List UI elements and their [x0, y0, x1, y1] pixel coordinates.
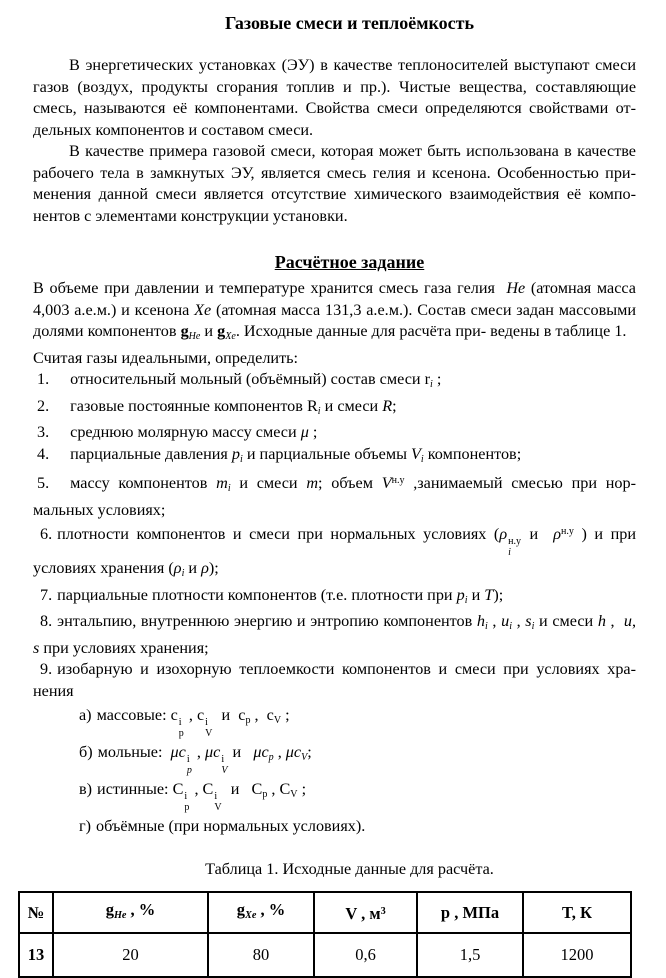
- column-header-temperature: [523, 892, 631, 933]
- text-segment: ρ: [201, 559, 209, 578]
- sublist-item-g: [79, 813, 636, 840]
- column-header-volume: [314, 892, 417, 933]
- text-segment: i: [429, 379, 433, 390]
- cell-variant-number: 13: [19, 933, 53, 977]
- text-segment: V: [273, 715, 282, 727]
- text-segment: ) и при условиях хранения (: [33, 525, 636, 578]
- text-segment: ;: [281, 706, 290, 725]
- text-segment: ρ: [499, 525, 508, 544]
- text-segment: p: [262, 789, 268, 801]
- text-segment: н.у: [561, 526, 574, 538]
- script-stack: i V: [205, 717, 213, 739]
- text-segment: плотности компонентов и смеси при нормальных условиях (: [57, 525, 500, 544]
- text-segment: мольные:: [97, 743, 171, 762]
- list-item-text: [70, 423, 317, 441]
- text-segment: и: [222, 780, 252, 799]
- list-item-text: [33, 660, 636, 700]
- sublist-item-b: [79, 739, 636, 776]
- text-segment: μc: [253, 743, 269, 762]
- text-segment: компонентов;: [423, 444, 522, 463]
- text-segment: истинные:: [97, 780, 173, 799]
- table-data-row: [19, 933, 631, 977]
- text-segment: среднюю молярную массу смеси: [70, 423, 301, 441]
- list-item-text: [33, 612, 636, 657]
- text-segment: и: [467, 585, 485, 604]
- text-segment: );: [208, 559, 219, 578]
- list-item-7: [33, 585, 636, 612]
- text-segment: μc: [205, 743, 221, 762]
- cell-temperature: 1200: [523, 933, 631, 977]
- text-segment: , К: [571, 902, 592, 922]
- text-segment: массу компонентов: [70, 474, 217, 493]
- script-stack: i p: [178, 717, 184, 739]
- text-segment: i: [227, 483, 231, 495]
- text-segment: №: [27, 902, 45, 922]
- text-segment: c: [238, 706, 246, 725]
- text-segment: p: [440, 902, 451, 922]
- list-item-text: [57, 586, 503, 604]
- text-segment: и: [200, 322, 218, 340]
- list-item-text: [33, 525, 636, 580]
- text-segment: Xe: [194, 300, 212, 319]
- text-segment: ;: [308, 423, 318, 441]
- list-marker: 2.: [37, 396, 50, 415]
- text-segment: c: [170, 706, 178, 725]
- text-segment: He: [506, 279, 526, 297]
- text-segment: C: [202, 780, 214, 799]
- text-segment: ρ: [173, 559, 182, 578]
- text-segment: i: [420, 453, 424, 465]
- text-segment: i: [484, 621, 488, 633]
- text-segment: i: [509, 621, 512, 633]
- table-header-row: [19, 892, 631, 933]
- sublist-item-text: [97, 743, 312, 776]
- text-segment: g: [236, 899, 245, 919]
- column-header-g-xe: [208, 892, 314, 933]
- data-table: [18, 891, 632, 978]
- text-segment: , м: [356, 903, 381, 923]
- cell-volume: 0,6: [314, 933, 417, 977]
- text-segment: и: [228, 743, 254, 762]
- sublist-marker: а): [79, 706, 92, 725]
- sublist-marker: г): [79, 817, 92, 836]
- list-item-1: [33, 369, 636, 396]
- text-segment: при условиях хранения;: [39, 638, 209, 657]
- text-segment: изобарную и изохорную теплоемкости компонентов и смеси при условиях хра- нения: [33, 660, 636, 700]
- text-segment: и: [522, 525, 554, 544]
- text-segment: T: [562, 902, 572, 922]
- text-segment: (атомная масса 131,3 а.е.м.). Состав смеси задан массовыми долями компонентов: [33, 300, 636, 340]
- text-segment: ,: [190, 780, 203, 799]
- text-segment: относительный мольный (объёмный) состав смеси: [70, 370, 425, 388]
- text-segment: m: [306, 474, 319, 493]
- text-segment: V: [301, 752, 308, 764]
- paragraph-intro-2: [33, 141, 636, 227]
- script-stack: i V: [221, 754, 228, 776]
- sublist-item-text: [96, 817, 365, 835]
- text-segment: и: [213, 706, 239, 725]
- text-segment: μc: [285, 743, 302, 762]
- text-segment: , %: [126, 899, 156, 919]
- text-segment: He: [188, 331, 201, 342]
- text-segment: и: [184, 559, 202, 578]
- text-segment: μc: [170, 743, 186, 762]
- task-lead-in: Считая газы идеальными, определить:: [33, 348, 299, 367]
- text-segment: ,: [511, 612, 526, 631]
- text-segment: u: [501, 612, 510, 631]
- list-marker: 6.: [40, 525, 53, 544]
- sublist-item-text: [96, 706, 290, 739]
- text-segment: ,: [184, 706, 197, 725]
- text-segment: s: [33, 638, 40, 657]
- sublist-item-a: [79, 702, 636, 739]
- list-item-4: [33, 444, 636, 471]
- list-item-2: [33, 396, 636, 423]
- paragraph-intro-1: [33, 55, 636, 141]
- task-description: [33, 278, 636, 348]
- column-header-pressure: [417, 892, 523, 933]
- cell-pressure: 1,5: [417, 933, 523, 977]
- text-segment: энтальпию, внутреннюю энергию и энтропию компонентов: [57, 612, 477, 631]
- list-marker: 9.: [40, 660, 53, 679]
- text-segment: He: [113, 909, 127, 921]
- text-segment: r: [424, 370, 430, 388]
- text-segment: газовые постоянные компонентов: [70, 396, 307, 415]
- text-segment: i: [464, 594, 468, 606]
- sublist-marker: б): [79, 743, 93, 762]
- text-segment: ,: [192, 743, 206, 762]
- text-segment: g: [217, 322, 226, 340]
- script-stack: н.у i: [508, 536, 521, 558]
- list-item-text: [70, 445, 521, 463]
- list-item-9: [33, 659, 636, 702]
- text-segment: c: [266, 706, 274, 725]
- text-segment: i: [181, 568, 185, 580]
- column-header-g-he: [53, 892, 208, 933]
- text-segment: p: [245, 715, 251, 727]
- list-item-text: [33, 474, 636, 519]
- text-segment: , %: [256, 899, 286, 919]
- text-segment: парциальные давления: [70, 444, 232, 463]
- text-segment: C: [251, 780, 263, 799]
- text-segment: g: [105, 899, 114, 919]
- text-segment: и парциальные объемы: [242, 444, 412, 463]
- text-segment: ρ: [553, 525, 562, 544]
- list-marker: 1.: [37, 370, 50, 388]
- text-segment: В объеме при давлении и температуре хранится смесь газа гелия: [33, 279, 507, 297]
- text-segment: . Исходные данные для расчёта при- ведены в таблице 1.: [235, 322, 627, 340]
- text-segment: ;: [307, 743, 312, 762]
- sublist-item-v: [79, 776, 636, 813]
- text-segment: В энергетических установках (ЭУ) в качестве теплоносителей выступают смеси газов (воздух, продукты сгорания топлив и пр.). Чистые вещества, составляющие смесь, называются её компонентами. Свойства смеси определяются свойствами от- дельных компонентов и составом смеси.: [33, 56, 636, 139]
- text-segment: p: [268, 752, 274, 764]
- text-segment: h: [597, 612, 606, 631]
- text-segment: c: [196, 706, 205, 725]
- text-segment: g: [180, 322, 189, 340]
- text-segment: ,занимаемый смесью при нор- мальных условиях;: [33, 474, 636, 519]
- text-segment: p: [456, 585, 465, 604]
- list-item-3: [33, 422, 636, 444]
- text-segment: C: [279, 780, 291, 799]
- text-segment: u: [623, 612, 632, 631]
- text-segment: В качестве примера газовой смеси, которая может быть использована в качестве рабочего тела в замкнутых ЭУ, является смесь гелия и ксенона. Особенностью при- менения данной смеси является отсутствие химического взаимодействия её компо- нентов с элементами конструкции установки.: [33, 142, 636, 225]
- text-segment: s: [525, 612, 532, 631]
- text-segment: V: [411, 444, 421, 463]
- list-item-8: [33, 611, 636, 659]
- text-segment: R: [382, 396, 393, 415]
- text-segment: V: [345, 903, 357, 923]
- text-segment: ; объем: [318, 474, 382, 493]
- text-segment: m: [216, 474, 228, 493]
- text-segment: ;: [297, 780, 307, 799]
- script-stack: i V: [214, 791, 222, 813]
- text-segment: и смеси: [230, 474, 307, 493]
- cell-g-xe: 80: [208, 933, 314, 977]
- sublist-item-text: [97, 780, 307, 813]
- text-segment: Xe: [245, 909, 257, 921]
- text-segment: V: [290, 789, 298, 801]
- list-item-5: [33, 470, 636, 521]
- text-segment: ;: [432, 370, 442, 388]
- text-segment: (атомная масса 4,003 а.е.м.) и ксенона: [33, 279, 636, 319]
- text-segment: 3: [380, 905, 386, 917]
- text-segment: объёмные (при нормальных условиях).: [96, 817, 366, 836]
- doc-title: Газовые смеси и теплоёмкость: [224, 13, 475, 33]
- list-item-text: [70, 370, 441, 388]
- text-segment: T: [484, 585, 494, 604]
- text-segment: C: [172, 780, 184, 799]
- list-marker: 8.: [40, 612, 53, 631]
- table-caption: Таблица 1. Исходные данные для расчёта.: [205, 860, 494, 879]
- text-segment: ,: [605, 612, 624, 631]
- section-heading: Расчётное задание: [274, 252, 425, 272]
- text-segment: i: [531, 621, 535, 633]
- script-stack: i p: [186, 754, 192, 776]
- text-segment: ,: [267, 780, 280, 799]
- text-segment: ,: [631, 612, 636, 631]
- list-item-6: [33, 521, 636, 585]
- text-segment: , МПа: [450, 902, 500, 922]
- list-marker: 7.: [40, 585, 53, 604]
- text-segment: парциальные плотности компонентов (т.е. плотности при: [57, 585, 457, 604]
- text-segment: );: [493, 585, 504, 604]
- list-marker: 3.: [37, 423, 50, 441]
- list-item-text: [70, 397, 397, 415]
- text-segment: массовые:: [96, 706, 171, 725]
- text-segment: ,: [487, 612, 502, 631]
- text-segment: и смеси: [534, 612, 598, 631]
- text-segment: ;: [392, 396, 397, 415]
- text-segment: Xe: [225, 331, 236, 342]
- text-segment: ,: [273, 743, 286, 762]
- list-marker: 5.: [37, 474, 50, 493]
- text-segment: и смеси: [320, 396, 383, 415]
- text-segment: h: [476, 612, 485, 631]
- text-segment: i: [317, 405, 321, 417]
- column-header-number: [19, 892, 53, 933]
- text-segment: p: [231, 444, 240, 463]
- list-marker: 4.: [37, 444, 50, 463]
- script-stack: i p: [184, 791, 190, 813]
- sublist-marker: в): [79, 780, 93, 799]
- text-segment: μ: [300, 423, 309, 441]
- cell-g-he: 20: [53, 933, 208, 977]
- text-segment: R: [306, 396, 318, 415]
- text-segment: i: [240, 453, 243, 465]
- text-segment: ,: [250, 706, 267, 725]
- text-segment: н.у: [391, 475, 405, 486]
- text-segment: V: [381, 474, 392, 493]
